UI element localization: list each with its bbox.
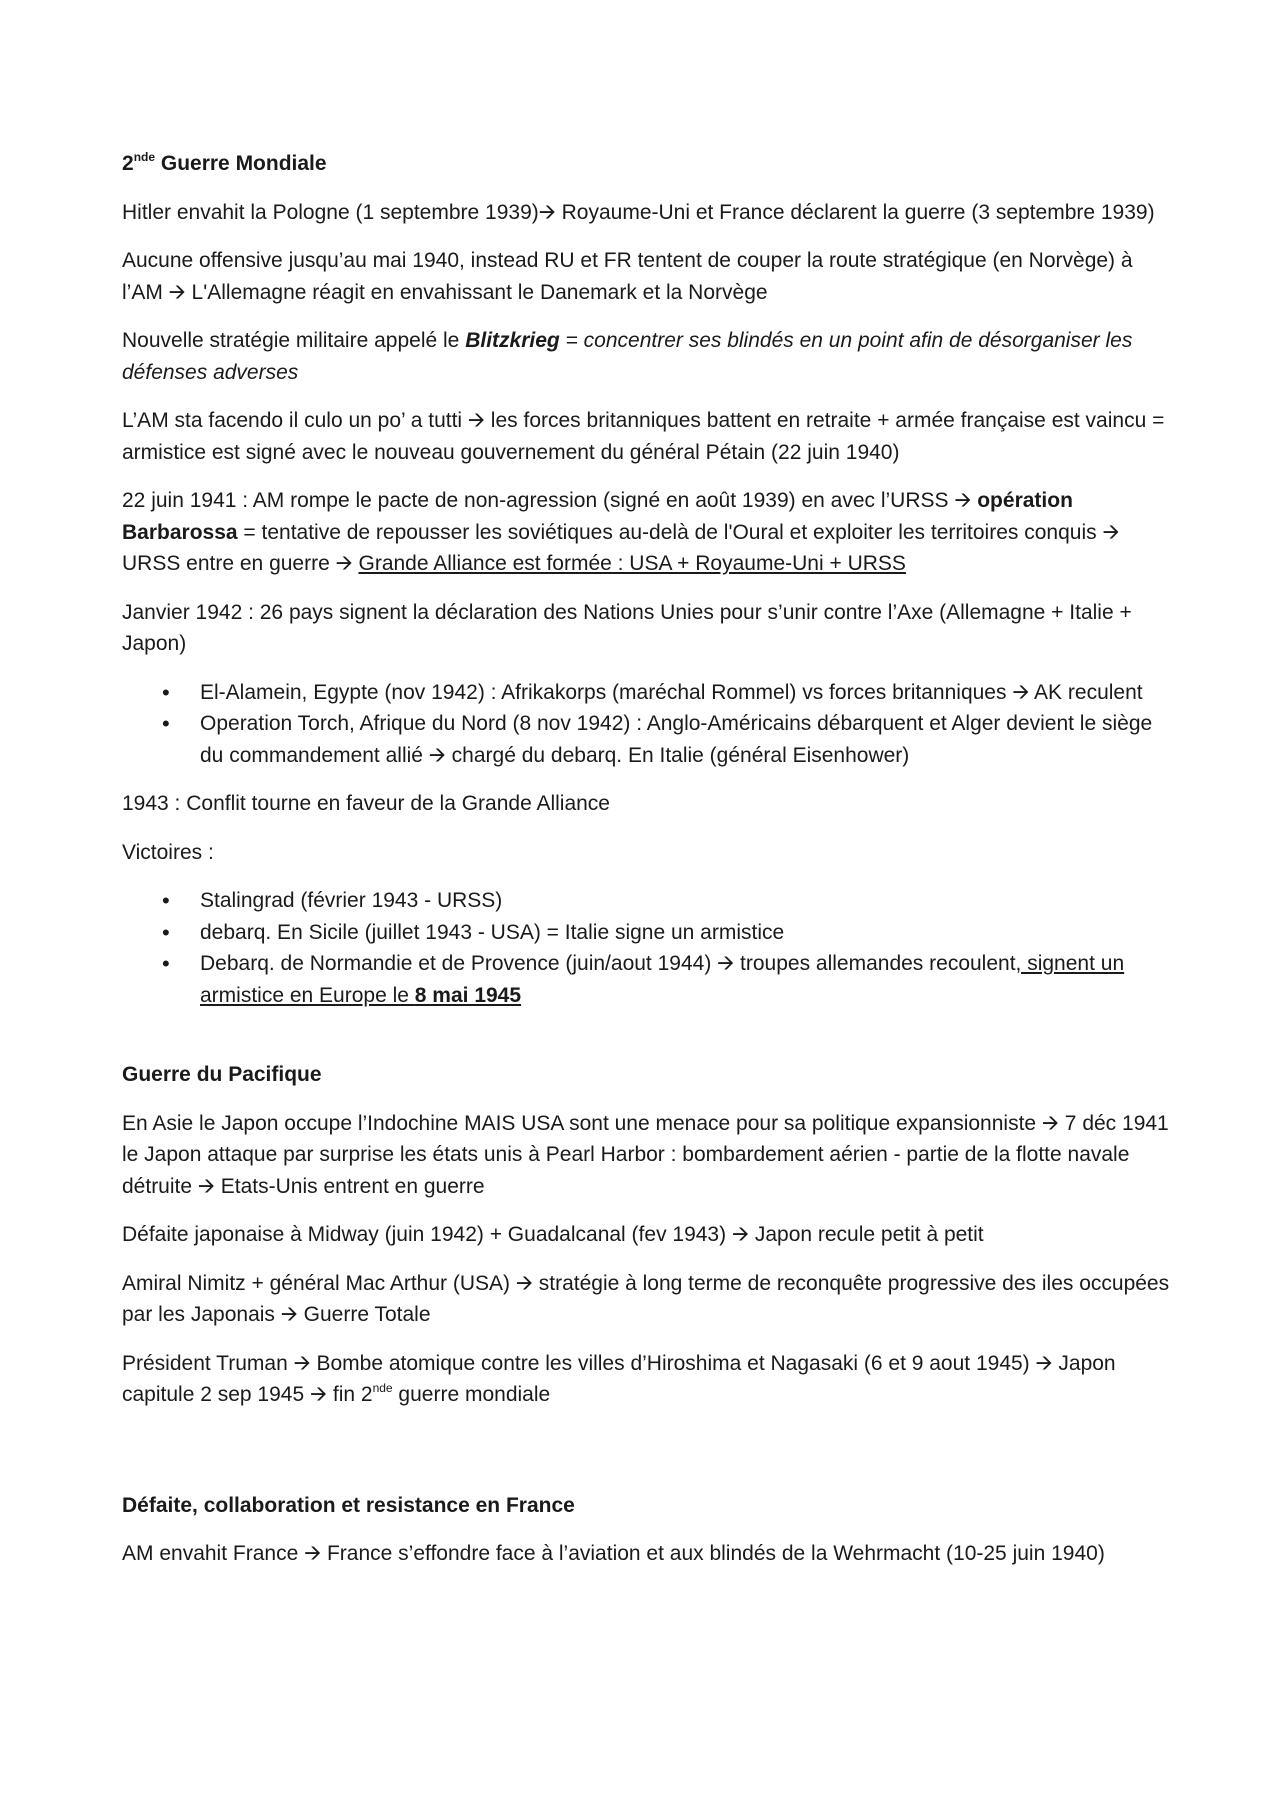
document-page [122,148,1172,1587]
term-barbarossa: opération Barbarossa [122,489,1073,544]
section-title-ww2: 2nde Guerre Mondiale [122,150,327,175]
list-item: • Stalingrad (février 1943 - URSS) [122,885,1172,917]
spacer [122,1028,1172,1059]
list-item: • Debarq. de Normandie et de Provence (juin/aout 1944) 🡪 troupes allemandes recoulent, signent un armistice en Europe le 8 mai 1945 [122,948,1172,1011]
paragraph: Hitler envahit la Pologne (1 septembre 1939)🡪 Royaume-Uni et France déclarent la guerre (3 septembre 1939) [122,200,1155,224]
paragraph: Aucune offensive jusqu’au mai 1940, instead RU et FR tentent de couper la route stratégique (en Norvège) à l’AM 🡪 L'Allemagne réagit en envahissant le Danemark et la Norvège [122,249,1133,304]
paragraph: Amiral Nimitz + général Mac Arthur (USA) 🡪 stratégie à long terme de reconquête progressive des iles occupées par les Japonais 🡪 Guerre Totale [122,1271,1170,1326]
spacer [122,1428,1172,1490]
paragraph: L’AM sta facendo il culo un po’ a tutti 🡪 les forces britanniques battent en retraite + armée française est vaincu = armistice est signé avec le nouveau gouvernement du général Pétain (22 juin 1940) [122,409,1165,464]
underlined-alliance: Grande Alliance est formée : USA + Royaume-Uni + URSS [358,552,906,575]
paragraph: Défaite japonaise à Midway (juin 1942) + Guadalcanal (fev 1943) 🡪 Japon recule petit à petit [122,1223,984,1246]
paragraph: Janvier 1942 : 26 pays signent la déclaration des Nations Unies pour s’unir contre l’Axe (Allemagne + Italie + Japon) [122,600,1132,655]
paragraph: AM envahit France 🡪 France s’effondre face à l’aviation et aux blindés de la Wehrmacht (10-25 juin 1940) [122,1542,1105,1565]
paragraph: En Asie le Japon occupe l’Indochine MAIS USA sont une menace pour sa politique expansionniste 🡪 7 déc 1941 le Japon attaque par surprise les états unis à Pearl Harbor : bombardement aérien - partie de la flotte navale détruite 🡪 Etats-Unis entrent en guerre [122,1111,1169,1198]
list-item: • Operation Torch, Afrique du Nord (8 nov 1942) : Anglo-Américains débarquent et Alger devient le siège du commandement allié 🡪 chargé du debarq. En Italie (général Eisenhower) [122,708,1172,771]
paragraph: Victoires : [122,840,214,864]
term-blitzkrieg: Blitzkrieg [465,329,560,352]
list-item: • debarq. En Sicile (juillet 1943 - USA) = Italie signe un armistice [122,917,1172,949]
paragraph: 22 juin 1941 : AM rompe le pacte de non-agression (signé en août 1939) en avec l’URSS 🡪 opération Barbarossa = tentative de repousser les soviétiques au-delà de l'Oural et exploiter les territoires conquis 🡪 URSS entre en guerre 🡪 Grande Alliance est formée : USA + Royaume-Uni + URSS [122,489,1120,575]
section-title-pacific: Guerre du Pacifique [122,1063,322,1086]
paragraph: 1943 : Conflit tourne en faveur de la Grande Alliance [122,792,610,815]
bullet-list [122,677,1172,772]
paragraph: Nouvelle stratégie militaire appelé le Blitzkrieg = concentrer ses blindés en un point afin de désorganiser les défenses adverses [122,329,1133,384]
list-item: • El-Alamein, Egypte (nov 1942) : Afrikakorps (maréchal Rommel) vs forces britanniques 🡪 AK reculent [122,677,1172,709]
bullet-list [122,885,1172,1011]
paragraph: Président Truman 🡪 Bombe atomique contre les villes d’Hiroshima et Nagasaki (6 et 9 aout 1945) 🡪 Japon capitule 2 sep 1945 🡪 fin 2nde guerre mondiale [122,1351,1116,1406]
section-title-france: Défaite, collaboration et resistance en France [122,1493,575,1517]
